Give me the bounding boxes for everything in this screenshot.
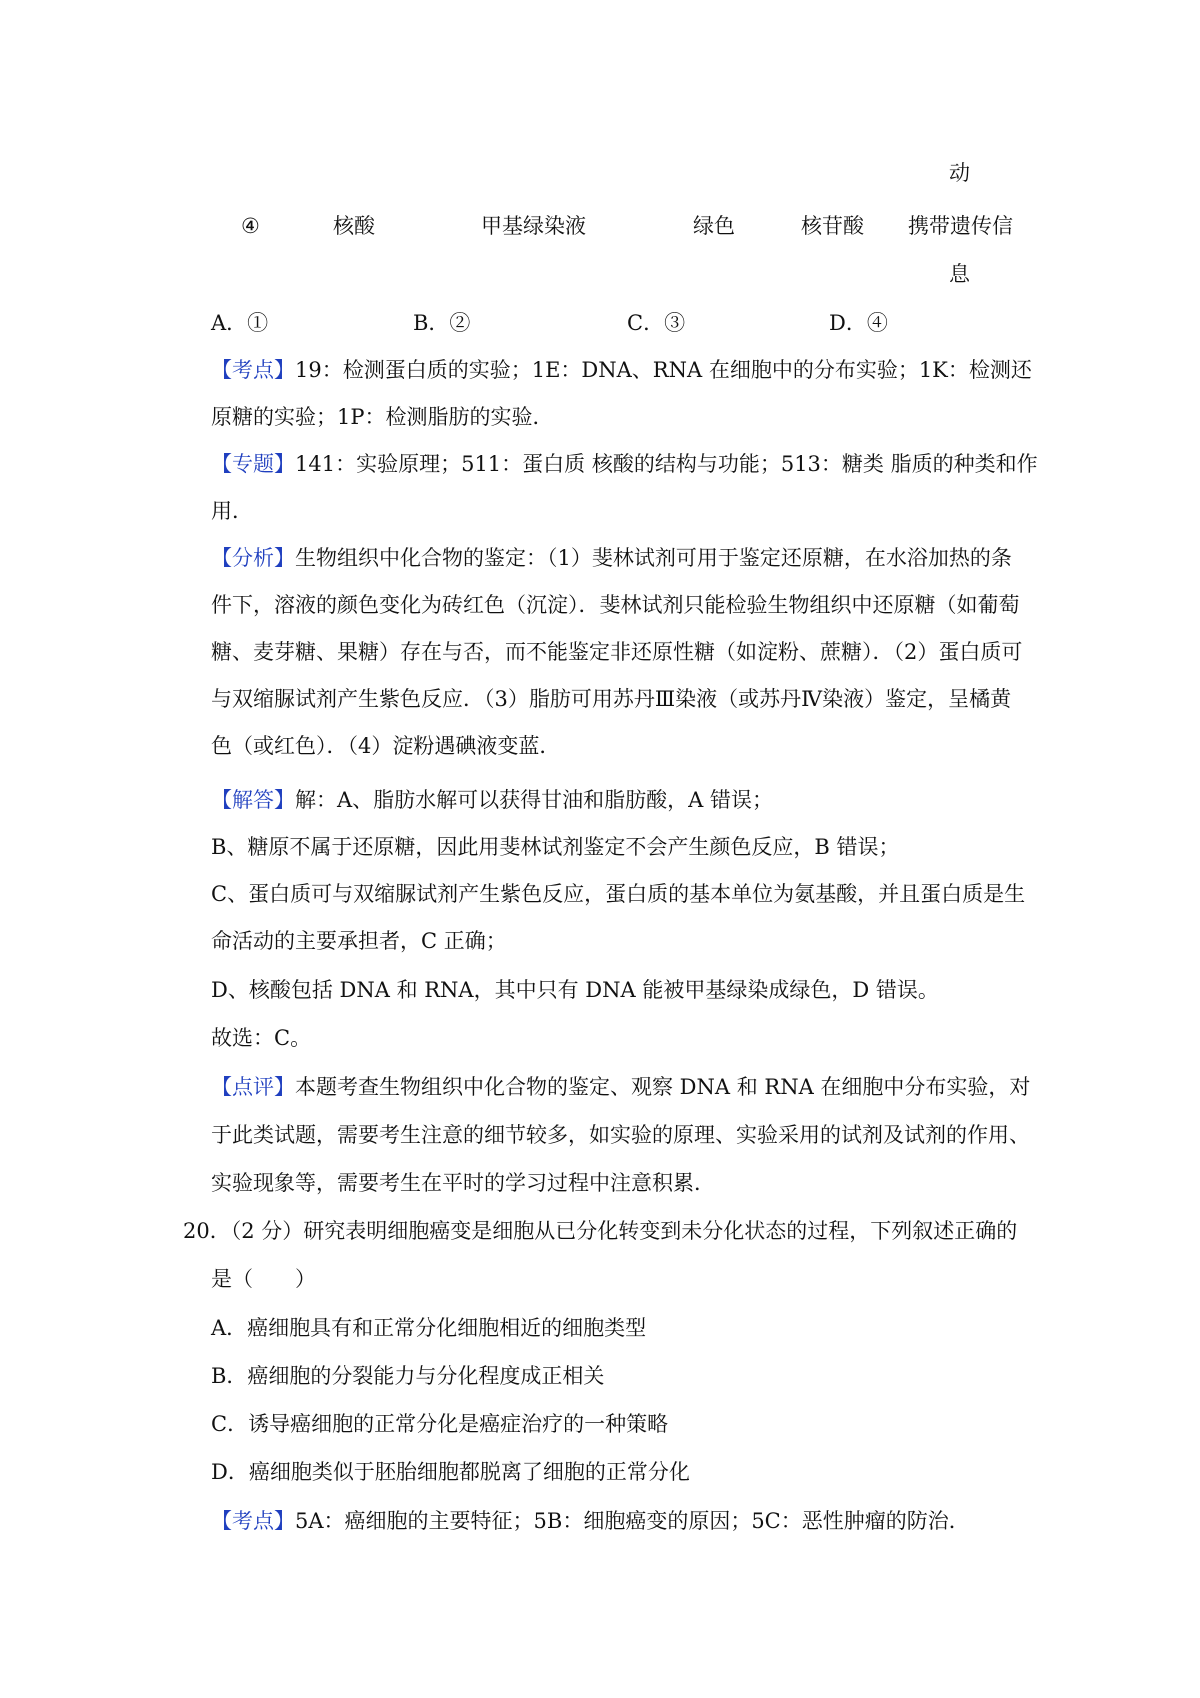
jieda-line-5: D、核酸包括 DNA 和 RNA，其中只有 DNA 能被甲基绿染成绿色，D 错误。 <box>211 978 939 1002</box>
jieda-tag: 【解答】 <box>211 788 295 812</box>
zhuanti-text: 141：实验原理；511：蛋白质 核酸的结构与功能；513：糖类 脂质的种类和作 <box>295 452 1038 476</box>
table-cell-fragment: 动 <box>949 161 970 185</box>
kaodian-text: 19：检测蛋白质的实验；1E：DNA、RNA 在细胞中的分布实验；1K：检测还 <box>295 358 1032 382</box>
option-c: C．③ <box>627 311 686 335</box>
dianping-line-2: 于此类试题，需要考生注意的细节较多，如实验的原理、实验采用的试剂及试剂的作用、 <box>211 1123 1030 1147</box>
table-cell-function-cont: 息 <box>949 262 970 286</box>
kaodian-tag: 【考点】 <box>211 358 295 382</box>
q20-kaodian-tag: 【考点】 <box>211 1509 295 1533</box>
table-cell-number: ④ <box>241 214 260 238</box>
kaodian-line-2: 原糖的实验；1P：检测脂肪的实验． <box>211 405 554 429</box>
zhuanti-line-1 <box>211 449 1038 479</box>
jieda-line-3: C、蛋白质可与双缩脲试剂产生紫色反应，蛋白质的基本单位为氨基酸，并且蛋白质是生 <box>211 882 1026 906</box>
option-d: D．④ <box>829 311 888 335</box>
dianping-line-3: 实验现象等，需要考生在平时的学习过程中注意积累． <box>211 1171 715 1195</box>
q20-option-c: C．诱导癌细胞的正常分化是癌症治疗的一种策略 <box>211 1412 669 1436</box>
table-cell-reagent: 甲基绿染液 <box>481 214 586 238</box>
table-cell-color: 绿色 <box>693 214 735 238</box>
table-cell-function: 携带遗传信 <box>908 214 1013 238</box>
dianping-tag: 【点评】 <box>211 1075 295 1099</box>
fenxi-text: 生物组织中化合物的鉴定：（1）斐林试剂可用于鉴定还原糖，在水浴加热的条 <box>295 546 1012 570</box>
fenxi-line-4: 与双缩脲试剂产生紫色反应．（3）脂肪可用苏丹Ⅲ染液（或苏丹Ⅳ染液）鉴定，呈橘黄 <box>211 687 1012 711</box>
q20-option-d: D．癌细胞类似于胚胎细胞都脱离了细胞的正常分化 <box>211 1460 690 1484</box>
jieda-line-2: B、糖原不属于还原糖，因此用斐林试剂鉴定不会产生颜色反应，B 错误； <box>211 835 900 859</box>
q20-kaodian-line <box>211 1506 970 1536</box>
jieda-line-6: 故选：C。 <box>211 1026 312 1050</box>
option-b: B．② <box>413 311 471 335</box>
jieda-text: 解：A、脂肪水解可以获得甘油和脂肪酸，A 错误； <box>295 788 774 812</box>
jieda-line-4: 命活动的主要承担者，C 正确； <box>211 929 507 953</box>
fenxi-line-2: 件下，溶液的颜色变化为砖红色（沉淀）．斐林试剂只能检验生物组织中还原糖（如葡萄 <box>211 593 1020 617</box>
fenxi-line-5: 色（或红色）．（4）淀粉遇碘液变蓝． <box>211 734 561 758</box>
fenxi-tag: 【分析】 <box>211 546 295 570</box>
kaodian-line-1 <box>211 355 1032 385</box>
q20-kaodian-text: 5A：癌细胞的主要特征；5B：细胞癌变的原因；5C：恶性肿瘤的防治． <box>295 1509 970 1533</box>
option-a: A．① <box>211 311 269 335</box>
table-cell-unit: 核苷酸 <box>801 214 864 238</box>
zhuanti-tag: 【专题】 <box>211 452 295 476</box>
q20-option-b: B．癌细胞的分裂能力与分化程度成正相关 <box>211 1364 605 1388</box>
question-20-stem-cont: 是（ ） <box>211 1267 316 1291</box>
dianping-text: 本题考查生物组织中化合物的鉴定、观察 DNA 和 RNA 在细胞中分布实验，对 <box>295 1075 1031 1099</box>
jieda-line-1 <box>211 785 773 815</box>
q20-option-a: A．癌细胞具有和正常分化细胞相近的细胞类型 <box>211 1316 647 1340</box>
fenxi-line-3: 糖、麦芽糖、果糖）存在与否，而不能鉴定非还原性糖（如淀粉、蔗糖）．（2）蛋白质可 <box>211 640 1023 664</box>
dianping-line-1 <box>211 1072 1030 1102</box>
question-20-stem: 20．（2 分）研究表明细胞癌变是细胞从已分化转变到未分化状态的过程，下列叙述正确的 <box>183 1219 1018 1243</box>
fenxi-line-1 <box>211 543 1012 573</box>
table-cell-substance: 核酸 <box>333 214 375 238</box>
zhuanti-line-2: 用． <box>211 499 253 523</box>
